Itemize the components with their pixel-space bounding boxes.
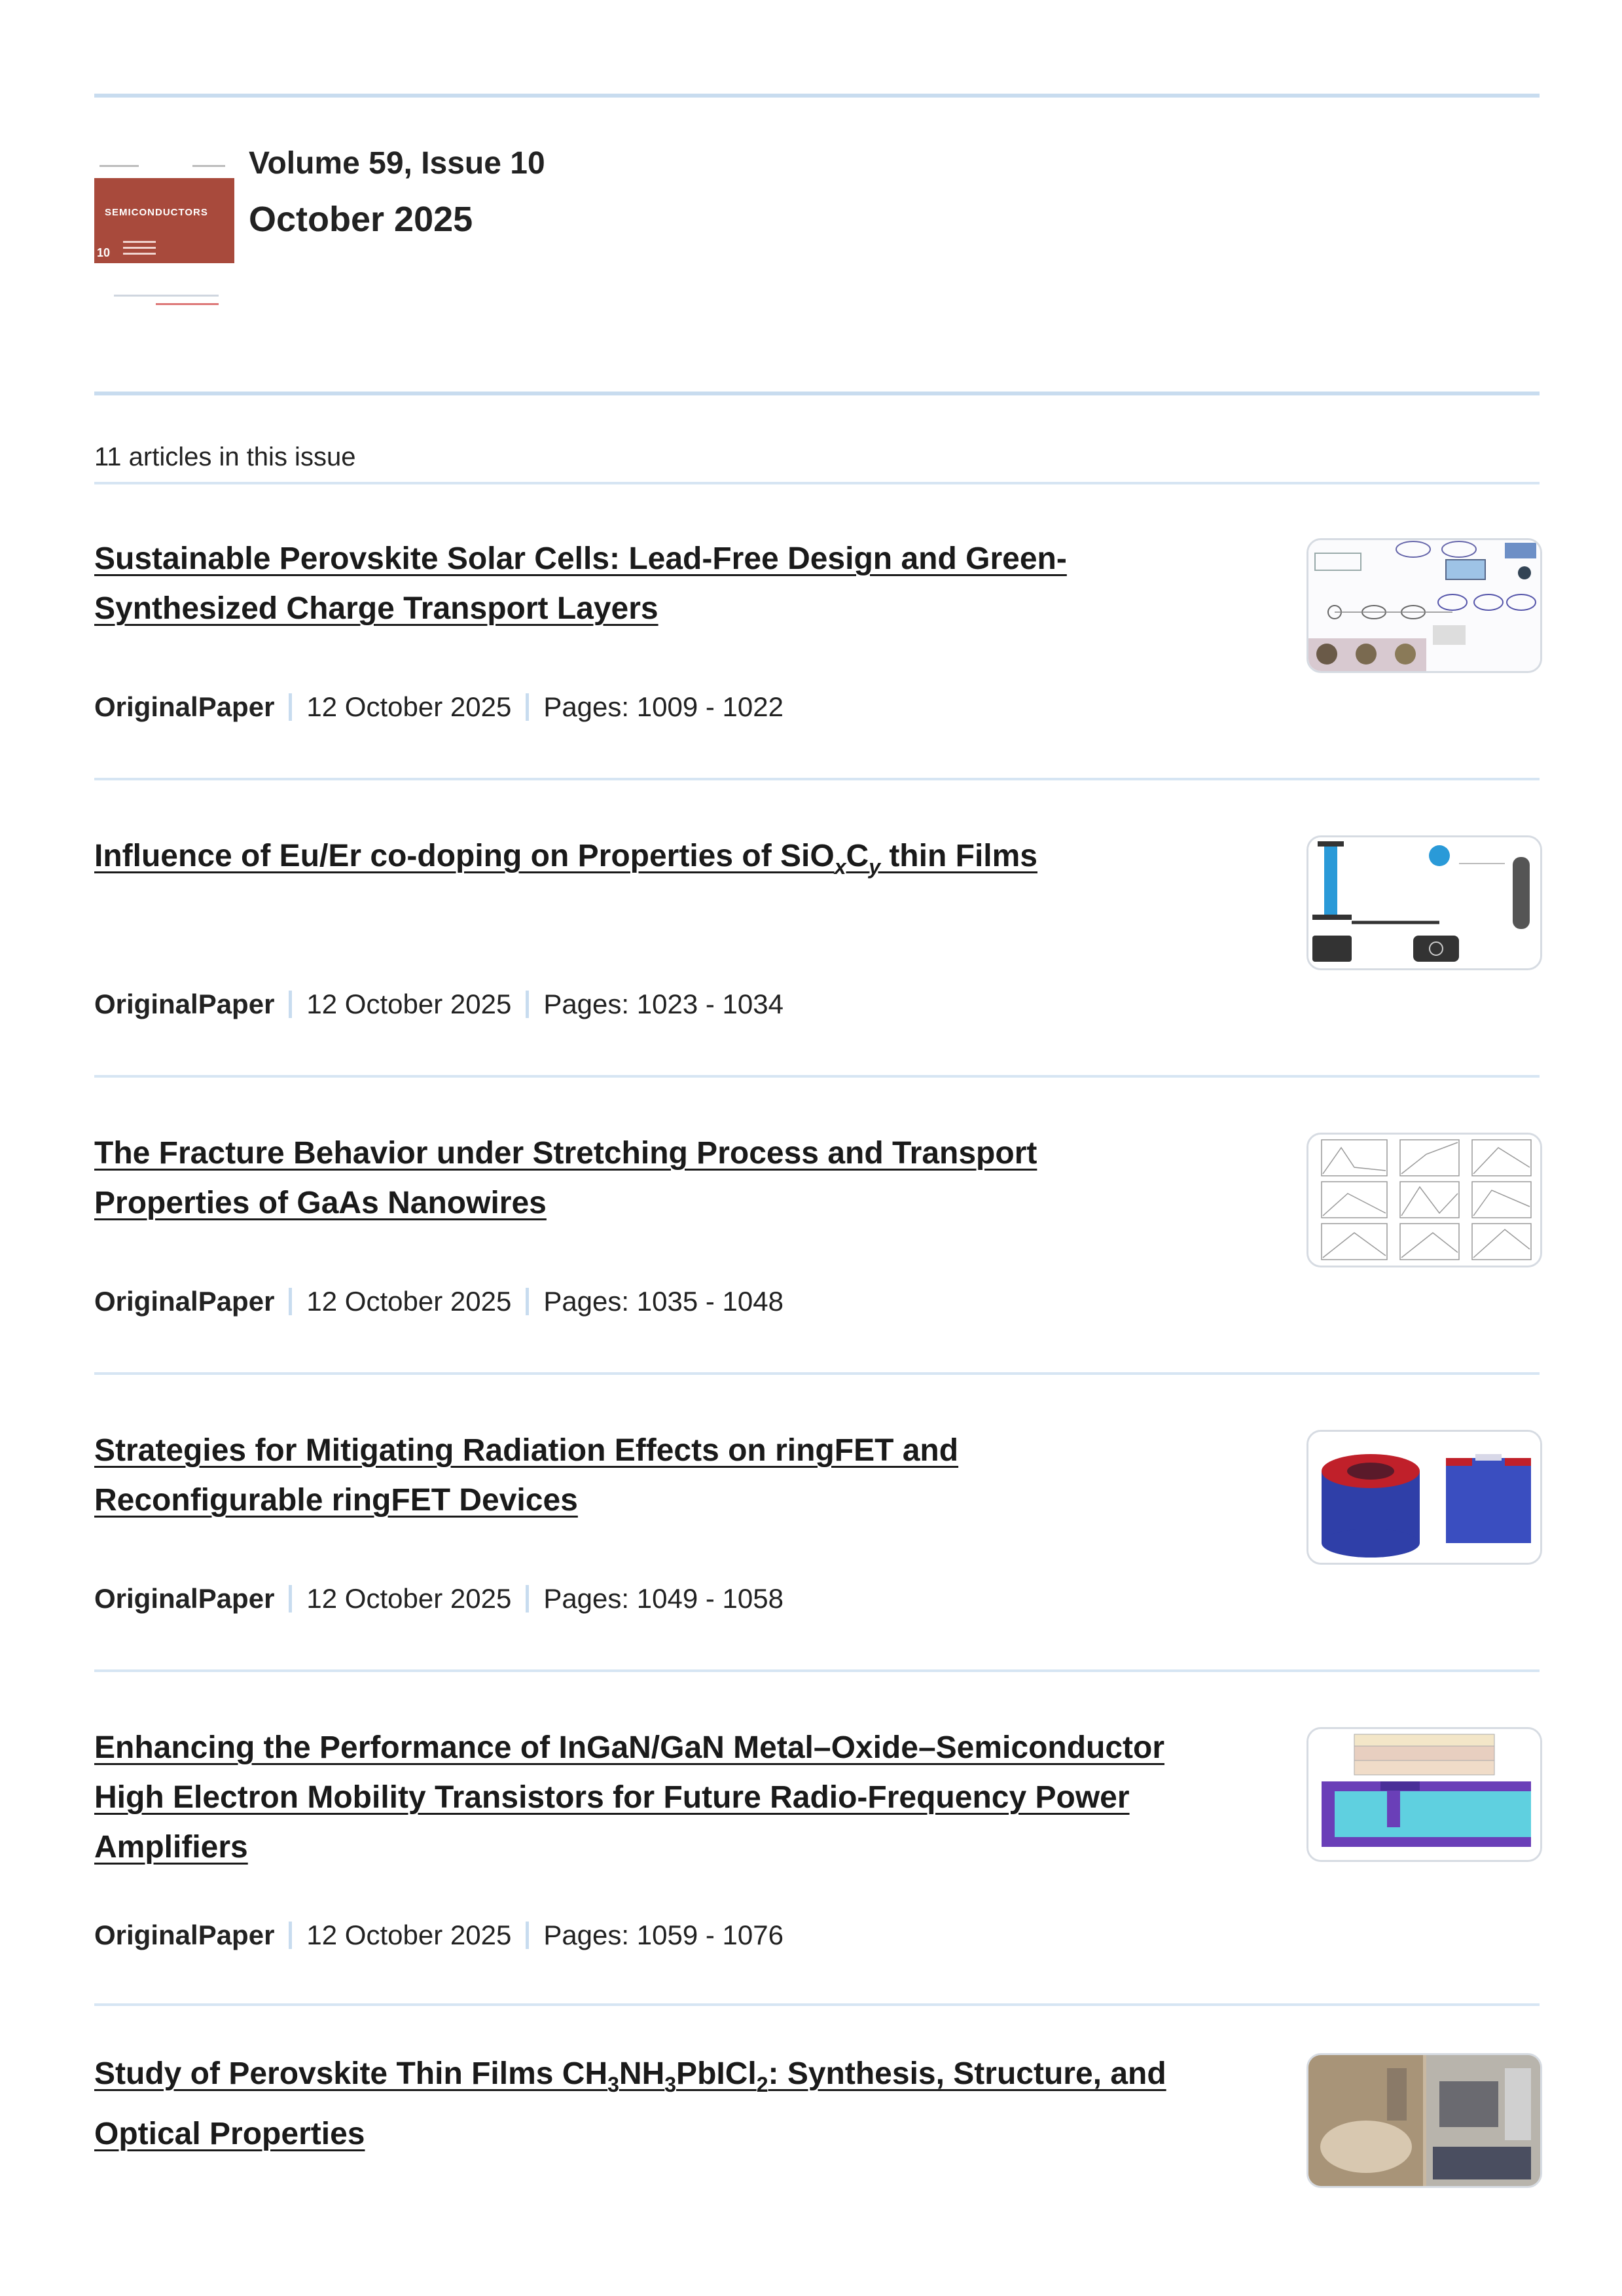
article-title[interactable] [94, 1426, 1246, 1525]
article-meta [94, 1583, 784, 1614]
article-title-link[interactable]: Reconfigurable ringFET Devices [94, 1483, 578, 1518]
article-pages: Pages: 1049 - 1058 [543, 1583, 784, 1614]
article-type: OriginalPaper [94, 1583, 275, 1614]
journal-cover-image[interactable] [94, 158, 236, 327]
divider [94, 778, 1540, 780]
meta-separator [289, 1922, 292, 1949]
article-title[interactable] [94, 2049, 1246, 2159]
article-title-link[interactable]: Strategies for Mitigating Radiation Effects on ringFET and [94, 1433, 959, 1468]
article-meta [94, 1920, 784, 1951]
issue-volume: Volume 59, Issue 10 [249, 146, 545, 181]
article-date: 12 October 2025 [306, 1920, 512, 1950]
cover-journal-title: SEMICONDUCTORS [105, 207, 208, 218]
device-3d-thumbnail[interactable] [1307, 1430, 1542, 1565]
meta-separator [289, 693, 292, 721]
article-title-link[interactable]: Influence of Eu/Er co-doping on Properties of $SiO_xC_y$ thin Films [94, 839, 1037, 879]
meta-separator [289, 1585, 292, 1613]
article-date: 12 October 2025 [306, 691, 512, 722]
article-pages: Pages: 1023 - 1034 [543, 989, 784, 1019]
meta-separator [289, 991, 292, 1018]
article-pages: Pages: 1059 - 1076 [543, 1920, 784, 1950]
meta-separator [526, 1585, 529, 1613]
article-title[interactable] [94, 534, 1246, 634]
article-date: 12 October 2025 [306, 989, 512, 1019]
meta-separator [526, 991, 529, 1018]
cover-header-strip [94, 158, 234, 179]
article-type: OriginalPaper [94, 1920, 275, 1950]
issue-date: October 2025 [249, 200, 473, 239]
article-title-link[interactable]: High Electron Mobility Transistors for Future Radio-Frequency Power [94, 1780, 1130, 1815]
article-meta [94, 691, 784, 723]
article-date: 12 October 2025 [306, 1583, 512, 1614]
meta-separator [526, 693, 529, 721]
article-title-link[interactable]: Optical Properties [94, 2117, 365, 2151]
article-type: OriginalPaper [94, 691, 275, 722]
lab-photo-thumbnail[interactable] [1307, 2053, 1542, 2188]
divider [94, 2003, 1540, 2006]
article-title[interactable] [94, 1129, 1246, 1228]
article-title[interactable] [94, 1723, 1246, 1872]
header-divider [94, 392, 1540, 395]
divider [94, 1669, 1540, 1672]
cover-panel [94, 178, 234, 263]
article-pages: Pages: 1035 - 1048 [543, 1286, 784, 1317]
top-divider [94, 94, 1540, 98]
article-meta [94, 1286, 784, 1317]
article-date: 12 October 2025 [306, 1286, 512, 1317]
meta-separator [289, 1288, 292, 1315]
article-title-link[interactable]: Study of Perovskite Thin Films $CH_3NH_3PbICl_2$: Synthesis, Structure, and [94, 2056, 1166, 2096]
cover-issue-number: 10 [97, 246, 111, 259]
meta-separator [526, 1922, 529, 1949]
plots-thumbnail[interactable] [1307, 1133, 1542, 1267]
article-title-link[interactable]: Enhancing the Performance of InGaN/GaN Metal–Oxide–Semiconductor [94, 1730, 1165, 1765]
article-pages: Pages: 1009 - 1022 [543, 691, 784, 722]
article-title-link[interactable]: Sustainable Perovskite Solar Cells: Lead-Free Design and Green- [94, 541, 1067, 576]
article-meta [94, 989, 784, 1020]
article-title-link[interactable]: Properties of GaAs Nanowires [94, 1186, 547, 1220]
flowchart-thumbnail[interactable] [1307, 538, 1542, 673]
layer-stack-thumbnail[interactable] [1307, 1727, 1542, 1862]
cover-publisher-logos [114, 295, 219, 312]
article-type: OriginalPaper [94, 1286, 275, 1317]
article-title[interactable] [94, 831, 1246, 892]
apparatus-thumbnail[interactable] [1307, 835, 1542, 970]
article-title-link[interactable]: Synthesized Charge Transport Layers [94, 591, 658, 626]
divider [94, 1372, 1540, 1375]
divider [94, 482, 1540, 484]
meta-separator [526, 1288, 529, 1315]
article-type: OriginalPaper [94, 989, 275, 1019]
article-title-link[interactable]: The Fracture Behavior under Stretching Process and Transport [94, 1136, 1037, 1171]
divider [94, 1075, 1540, 1078]
article-count: 11 articles in this issue [94, 443, 356, 471]
article-title-link[interactable]: Amplifiers [94, 1830, 248, 1865]
